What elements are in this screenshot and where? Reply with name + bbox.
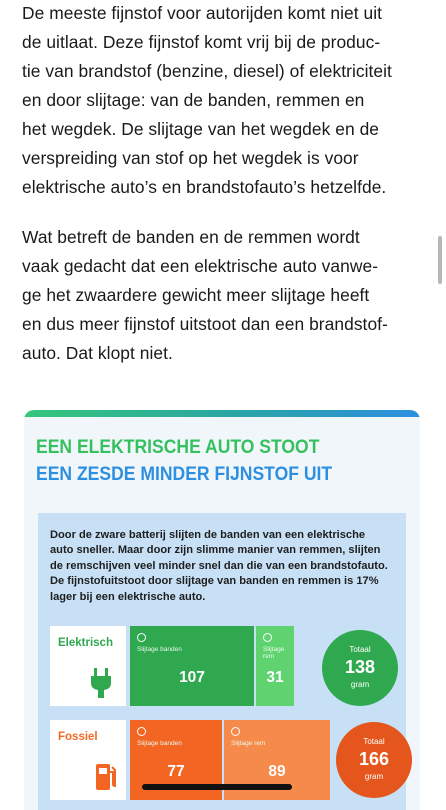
electric-label: Elektrisch xyxy=(58,637,113,649)
brake-icon xyxy=(263,633,272,642)
text-line: De meeste fijnstof voor autorijden komt niet uit xyxy=(22,3,383,23)
text-line: en dus meer fijnstof uitstoot dan een brandstof- xyxy=(22,314,388,334)
intro-line: lager bij een elektrische auto. xyxy=(50,590,206,603)
total-label: Totaal xyxy=(349,645,371,654)
intro-line: De fijnstofuitstoot door slijtage van banden en remmen is 17% xyxy=(50,575,379,588)
brake-icon xyxy=(231,727,240,736)
fossil-total-value: 166 xyxy=(358,749,390,769)
total-unit: gram xyxy=(350,680,370,689)
text-line: elektrische auto’s en brandstofauto’s hetzelfde. xyxy=(22,177,387,197)
electric-tires-value: 107 xyxy=(179,669,205,686)
text-line: en door slijtage: van de banden, remmen en xyxy=(22,90,365,110)
comparison-panel xyxy=(38,513,406,810)
tire-icon xyxy=(137,727,146,736)
home-indicator[interactable] xyxy=(142,784,292,790)
intro-line: auto sneller. Maar door zijn slimme manier van remmen, slijten xyxy=(50,544,381,557)
text-line: auto. Dat klopt niet. xyxy=(22,343,173,363)
fossil-total-badge xyxy=(336,722,412,798)
fossil-brakes-value: 89 xyxy=(268,763,286,780)
tire-icon xyxy=(137,633,146,642)
fuel-pump-icon xyxy=(94,762,118,792)
fossil-label: Fossiel xyxy=(58,731,98,743)
gradient-top-bar xyxy=(24,410,420,417)
total-unit: gram xyxy=(364,772,384,781)
text-line: vaak gedacht dat een elektrische auto vanwe- xyxy=(22,256,379,276)
plug-icon xyxy=(90,668,112,698)
tires-caption: Slijtage banden xyxy=(137,740,182,747)
brakes-caption-line-2: rem xyxy=(263,653,275,660)
scrollbar-thumb[interactable] xyxy=(438,236,442,284)
article-paragraph-2 xyxy=(22,223,388,368)
intro-line: Door de zware batterij slijten de banden van een elektrische xyxy=(50,529,366,541)
brakes-caption-line-1: Slijtage xyxy=(263,646,285,653)
electric-row xyxy=(50,626,294,706)
brakes-caption xyxy=(263,646,284,660)
headline-line-1: EEN ELEKTRISCHE AUTO STOOT xyxy=(36,436,320,458)
intro-line: de remschijven veel minder snel dan die van een brandstofauto. xyxy=(50,559,388,572)
tires-caption: Slijtage banden xyxy=(137,646,182,653)
text-line: tie van brandstof (benzine, diesel) of elektriciteit xyxy=(22,61,392,81)
text-line: de uitlaat. Deze fijnstof komt vrij bij de produc- xyxy=(22,32,381,52)
infographic-headline xyxy=(36,434,332,488)
electric-brakes-segment xyxy=(256,626,294,706)
electric-label-card xyxy=(50,626,126,706)
text-line: verspreiding van stof op het wegdek is voor xyxy=(22,148,359,168)
article-paragraph-1 xyxy=(22,0,392,202)
fossil-tires-value: 77 xyxy=(167,763,185,780)
electric-total-value: 138 xyxy=(344,657,376,677)
text-line: het wegdek. De slijtage van het wegdek en de xyxy=(22,119,380,139)
text-line: Wat betreft de banden en de remmen wordt xyxy=(22,227,360,247)
electric-tires-segment xyxy=(130,626,254,706)
total-label: Totaal xyxy=(363,737,385,746)
electric-brakes-value: 31 xyxy=(266,669,284,686)
text-line: ge het zwaardere gewicht meer slijtage heeft xyxy=(22,285,370,305)
brakes-caption: Slijtage rem xyxy=(231,740,266,747)
headline-line-2: EEN ZESDE MINDER FIJNSTOF UIT xyxy=(36,463,333,485)
electric-total-badge xyxy=(322,630,398,706)
fossil-label-card xyxy=(50,720,126,800)
infographic xyxy=(24,410,420,810)
comparison-intro xyxy=(50,528,400,605)
